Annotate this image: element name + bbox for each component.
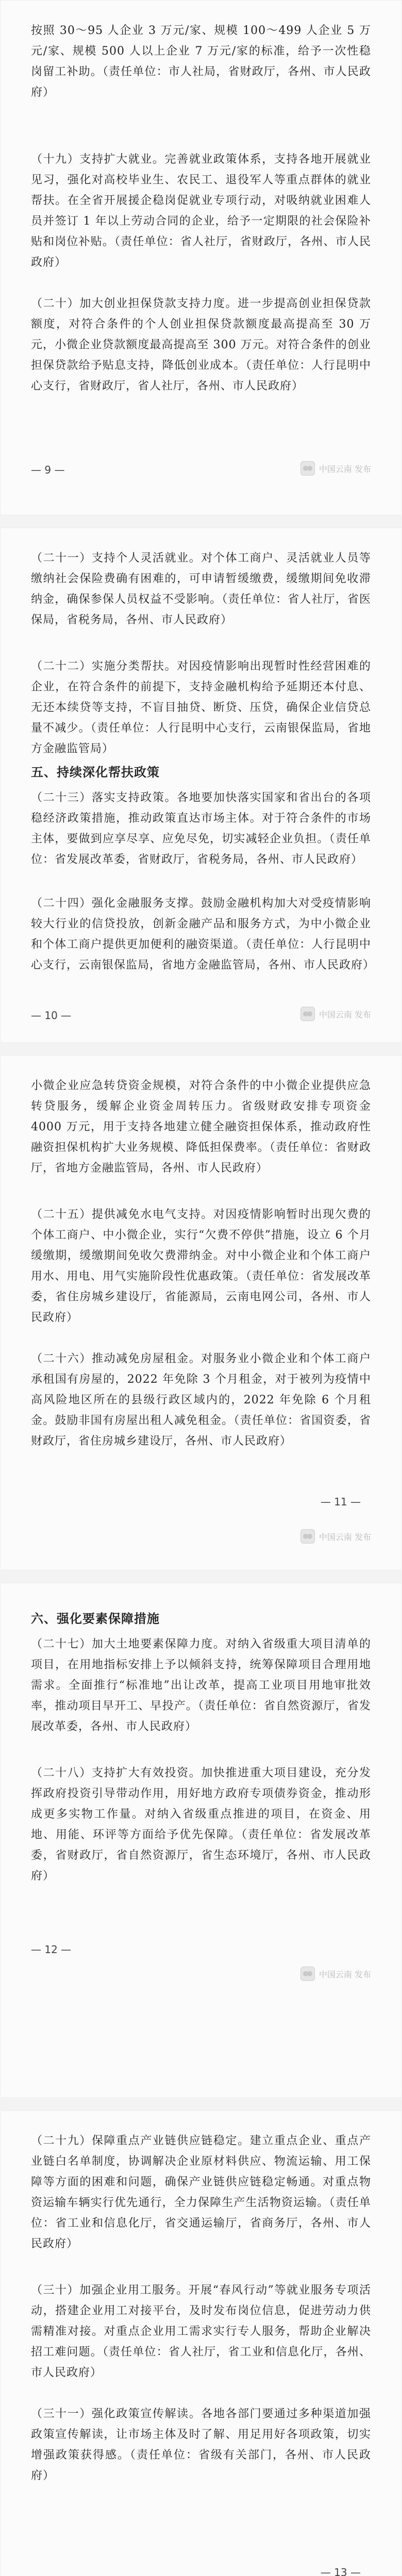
body-paragraph: 小微企业应急转贷资金规模，对符合条件的中小微企业提供应急转贷服务，缓解企业资金周转压力。省级财政安排专项资金 4000 万元，用于支持各地建立健全融资担保体系，推动政府性融资担保机构扩大业务规模、降低担保费率。（责任单位：省财政厅，省地方金融监管局，各州、市人民政府） [31, 1079, 371, 1175]
watermark [300, 1529, 371, 1544]
body-paragraph: （二十九）保障重点产业链供应链稳定。建立重点企业、重点产业链白名单制度，协调解决企业原材料供应、物流运输、用工保障等方面的困难和问题，确保产业链供应链稳定畅通。对重点物资运输车辆实行优先通行，全力保障生产生活物资运输。（责任单位：省工业和信息化厅，省交通运输厅，省商务厅，各州、市人民政府） [31, 2134, 371, 2250]
page-gap [0, 2098, 402, 2110]
watermark-text: 中国云南 发布 [319, 1532, 371, 1542]
body-paragraph: （二十二）实施分类帮扶。对因疫情影响出现暂时性经营困难的企业，在符合条件的前提下，支持金融机构给予延期还本付息、无还本续贷等支持，不盲目抽贷、断贷、压贷，确保企业信贷总量不减少。（责任单位：人行昆明中心支行，云南银保监局，省地方金融监管局） [31, 660, 371, 755]
body-paragraph: （二十五）提供减免水电气支持。对因疫情影响暂时出现欠费的个体工商户、中小微企业，实行“欠费不停供”措施，设立 6 个月缓缴期，缓缴期间免收欠费滞纳金。对中小微企业和个体工商户用水、用电、用气实施阶段性优惠政策。（责任单位：省发展改革委，省住房城乡建设厅，省能源局，云南电网公司，各州、市人民政府） [31, 1208, 371, 1324]
body-paragraph: （三十一）强化政策宣传解读。各地各部门要通过多种渠道加强政策宣传解读，让市场主体及时了解、用足用好各项政策，切实增强政策获得感。（责任单位：省级有关部门，各州、市人民政府） [31, 2408, 371, 2482]
watermark-logo-icon [300, 461, 315, 476]
watermark [300, 1967, 371, 1981]
document-page [0, 0, 402, 515]
document-page [0, 2110, 402, 2576]
watermark-text: 中国云南 发布 [319, 464, 371, 474]
body-paragraph: （十九）支持扩大就业。完善就业政策体系，支持各地开展就业见习，强化对高校毕业生、农民工、退役军人等重点群体的就业帮扶。在全省开展援企稳岗促就业专项行动，对吸纳就业困难人员并签订 1 年以上劳动合同的企业，给予一定期限的社会保险补贴和岗位补贴。（责任单位：省人社厅，省财政厅，各州、市人民政府） [31, 153, 371, 269]
section-heading: 六、强化要素保障措施 [31, 1612, 160, 1626]
page-number: — 13 — [320, 2566, 361, 2576]
document-page [0, 1583, 402, 2098]
document-page [0, 528, 402, 1043]
body-paragraph: （二十三）落实支持政策。各地要加快落实国家和省出台的各项稳经济政策措施，推动政策直达市场主体。对于符合条件的市场主体，要做到应享尽享、应免尽免，切实减轻企业负担。（责任单位：省发展改革委，省财政厅，省税务局，各州、市人民政府） [31, 791, 371, 866]
page-number: — 12 — [31, 1943, 72, 1956]
page-gap [0, 515, 402, 528]
page-number: — 11 — [320, 1496, 361, 1508]
watermark-logo-icon [300, 1529, 315, 1544]
body-paragraph: （二十四）强化金融服务支撑。鼓励金融机构加大对受疫情影响较大行业的信贷投放，创新金融产品和服务方式，为中小微企业和个体工商户提供更加便利的融资渠道。（责任单位：人行昆明中心支行，云南银保监局，省地方金融监管局，各州、市人民政府） [31, 897, 375, 972]
page-number: — 10 — [31, 1009, 72, 1022]
section-heading: 五、持续深化帮扶政策 [31, 765, 160, 779]
watermark-text: 中国云南 发布 [319, 1009, 371, 1020]
page-number: — 9 — [31, 464, 65, 476]
document-page [0, 1055, 402, 1570]
watermark-text: 中国云南 发布 [319, 1969, 371, 1979]
watermark-logo-icon [300, 1007, 315, 1021]
body-paragraph: （二十八）支持扩大有效投资。加快推进重大项目建设，充分发挥政府投资引导带动作用，用好地方政府专项债券资金，推动形成更多实物工作量。对纳入省级重点推进的项目，在资金、用地、用能、环评等方面给予优先保障。（责任单位：省发展改革委，省财政厅，省自然资源厅，省生态环境厅，各州、市人民政府） [31, 1767, 371, 1883]
body-paragraph: （三十）加强企业用工服务。开展“春风行动”等就业服务专项活动，搭建企业用工对接平台，及时发布岗位信息，促进劳动力供需精准对接。对重点企业用工需求实行专人服务，帮助企业解决招工难问题。（责任单位：省人社厅，省工业和信息化厅，各州、市人民政府） [31, 2284, 371, 2379]
watermark-logo-icon [300, 1967, 315, 1981]
page-gap [0, 1570, 402, 1583]
body-paragraph: （二十）加大创业担保贷款支持力度。进一步提高创业担保贷款额度，对符合条件的个人创业担保贷款额度最高提高至 30 万元，小微企业贷款额度最高提高至 300 万元。对符合条件的创业担保贷款给予贴息支持，降低创业成本。（责任单位：人行昆明中心支行，省财政厅，省人社厅，各州、市人民政府） [31, 297, 371, 393]
body-paragraph: 按照 30～95 人企业 3 万元/家、规模 100～499 人企业 5 万元/家、规模 500 人以上企业 7 万元/家的标准，给予一次性稳岗留工补助。（责任单位：市人社局，省财政厅，各州、市人民政府） [31, 24, 371, 99]
body-paragraph: （二十六）推动减免房屋租金。对服务业小微企业和个体工商户承租国有房屋的，2022 年免除 3 个月租金，对于被列为疫情中高风险地区所在的县级行政区域内的，2022 年免除 6 个月租金。鼓励非国有房屋出租人减免租金。（责任单位：省国资委，省财政厅，省住房城乡建设厅，各州、市人民政府） [31, 1352, 371, 1448]
body-paragraph: （二十一）支持个人灵活就业。对个体工商户、灵活就业人员等缴纳社会保险费确有困难的，可申请暂缓缴费，缓缴期间免收滞纳金，确保参保人员权益不受影响。（责任单位：省人社厅，省医保局，省税务局，各州、市人民政府） [31, 552, 371, 626]
body-paragraph: （二十七）加大土地要素保障力度。对纳入省级重大项目清单的项目，在用地指标安排上予以倾斜支持，统筹保障项目合理用地需求。全面推行“标准地”出让改革，提高工业项目用地审批效率，推动项目早开工、早投产。（责任单位：省自然资源厅，省发展改革委，各州、市人民政府） [31, 1638, 371, 1733]
page-gap [0, 1043, 402, 1055]
watermark [300, 1007, 371, 1021]
watermark [300, 461, 371, 476]
